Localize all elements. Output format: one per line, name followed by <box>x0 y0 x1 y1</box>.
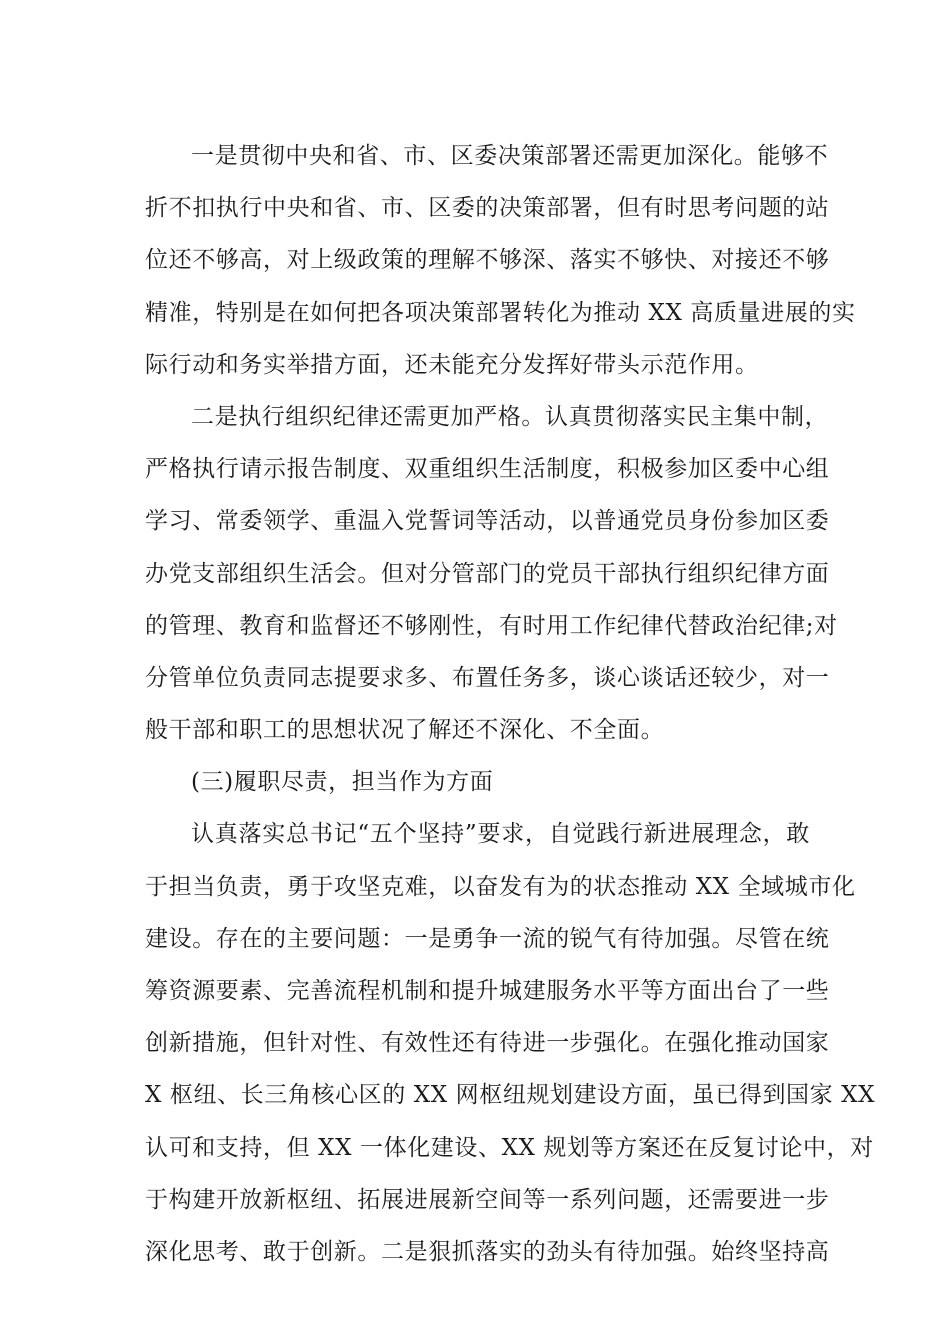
paragraph-3-line-7: 认可和支持，但 XX 一体化建设、XX 规划等方案还在反复讨论中，对 <box>145 1134 874 1161</box>
section-heading: (三)履职尽责，担当作为方面 <box>191 769 494 796</box>
paragraph-3-line-2: 于担当负责，勇于攻坚克难，以奋发有为的状态推动 XX 全域城市化 <box>145 873 856 900</box>
paragraph-3-line-5: 创新措施，但针对性、有效性还有待进一步强化。在强化推动国家 <box>145 1030 830 1057</box>
paragraph-3-line-9: 深化思考、敢于创新。二是狠抓落实的劲头有待加强。始终坚持高 <box>145 1238 830 1265</box>
paragraph-2-line-7: 般干部和职工的思想状况了解还不深化、不全面。 <box>145 717 665 744</box>
paragraph-3-line-3: 建设。存在的主要问题：一是勇争一流的锐气有待加强。尽管在统 <box>145 925 830 952</box>
paragraph-1-line-2: 折不扣执行中央和省、市、区委的决策部署，但有时思考问题的站 <box>145 195 830 222</box>
paragraph-3-line-1: 认真落实总书记“五个坚持”要求，自觉践行新进展理念，敢 <box>191 821 810 848</box>
paragraph-2-line-1: 二是执行组织纪律还需更加严格。认真贯彻落实民主集中制， <box>191 403 829 430</box>
paragraph-2-line-6: 分管单位负责同志提要求多、布置任务多，谈心谈话还较少，对一 <box>145 664 830 691</box>
paragraph-3-line-8: 于构建开放新枢纽、拓展进展新空间等一系列问题，还需要进一步 <box>145 1186 830 1213</box>
paragraph-3-line-6: X 枢纽、长三角核心区的 XX 网枢纽规划建设方面，虽已得到国家 XX <box>145 1082 876 1109</box>
paragraph-1-line-3: 位还不够高，对上级政策的理解不够深、落实不够快、对接还不够 <box>145 247 830 274</box>
paragraph-1-line-1: 一是贯彻中央和省、市、区委决策部署还需更加深化。能够不 <box>191 143 829 169</box>
paragraph-2-line-5: 的管理、教育和监督还不够刚性，有时用工作纪律代替政治纪律;对 <box>145 612 838 639</box>
paragraph-2-line-2: 严格执行请示报告制度、双重组织生活制度，积极参加区委中心组 <box>145 456 830 483</box>
paragraph-1-line-5: 际行动和务实举措方面，还未能充分发挥好带头示范作用。 <box>145 351 759 378</box>
paragraph-1-line-4: 精准，特别是在如何把各项决策部署转化为推动 XX 高质量进展的实 <box>145 299 856 326</box>
paragraph-2-line-4: 办党支部组织生活会。但对分管部门的党员干部执行组织纪律方面 <box>145 560 830 587</box>
paragraph-3-line-4: 筹资源要素、完善流程机制和提升城建服务水平等方面出台了一些 <box>145 978 830 1004</box>
document-body <box>145 130 876 1278</box>
paragraph-2-line-3: 学习、常委领学、重温入党誓词等活动，以普通党员身份参加区委 <box>145 508 830 535</box>
